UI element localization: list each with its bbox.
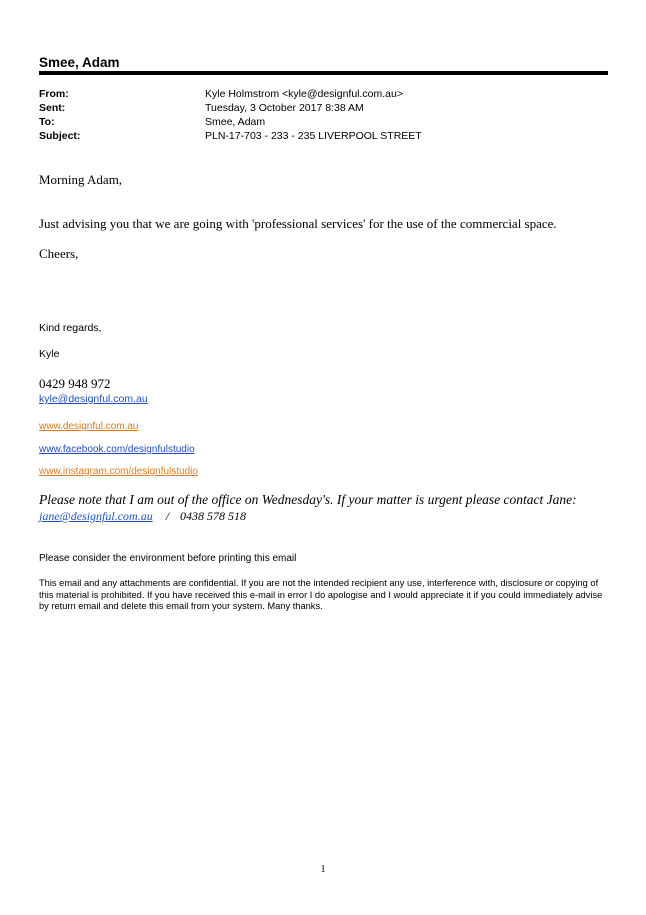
greeting: Morning Adam,: [39, 172, 123, 187]
contact-separator: /: [165, 509, 170, 523]
facebook-link[interactable]: [39, 444, 195, 455]
to-value: Smee, Adam: [205, 116, 266, 128]
website-link[interactable]: [39, 421, 139, 432]
signature-phone: 0429 948 972: [39, 376, 111, 391]
mailbox-owner-title: Smee, Adam: [39, 55, 120, 70]
page-number: 1: [320, 864, 326, 875]
title-divider: [39, 71, 608, 75]
from-value: Kyle Holmstrom <kyle@designful.com.au>: [205, 88, 403, 100]
environment-notice: Please consider the environment before printing this email: [39, 553, 297, 564]
signature-name: Kyle: [39, 348, 60, 360]
closing: Cheers,: [39, 246, 79, 261]
signature-regards: Kind regards,: [39, 322, 102, 334]
jane-phone: 0438 578 518: [180, 509, 247, 523]
signature-email-link[interactable]: [39, 393, 148, 405]
from-label: From:: [39, 88, 69, 100]
signature-email-text[interactable]: kyle@designful.com.au: [39, 393, 148, 405]
subject-value: PLN-17-703 - 233 - 235 LIVERPOOL STREET: [205, 130, 422, 142]
instagram-link[interactable]: [39, 466, 198, 477]
jane-email-link[interactable]: jane@designful.com.au: [39, 509, 153, 523]
office-note: Please note that I am out of the office on Wednesday's. If your matter is urgent please contact Jane:: [39, 492, 577, 507]
instagram-link-text[interactable]: www.instagram.com/designfulstudio: [39, 466, 198, 477]
sent-value: Tuesday, 3 October 2017 8:38 AM: [205, 102, 364, 114]
message-body: Just advising you that we are going with 'professional services' for the use of the commercial space.: [39, 216, 557, 231]
confidentiality-disclaimer: This email and any attachments are confidential. If you are not the intended recipient any use, interference with, disclosure or copying of this material is prohibited. If you have received this e-mail in error I do apologise and I would appreciate it if you could immediately advise by return email and delete this email from your system. Many thanks.: [39, 578, 603, 611]
to-label: To:: [39, 116, 55, 128]
jane-contact-line: [39, 509, 246, 524]
facebook-link-text[interactable]: www.facebook.com/designfulstudio: [39, 444, 195, 455]
sent-label: Sent:: [39, 102, 66, 114]
subject-label: Subject:: [39, 130, 81, 142]
website-link-text[interactable]: www.designful.com.au: [39, 421, 139, 432]
